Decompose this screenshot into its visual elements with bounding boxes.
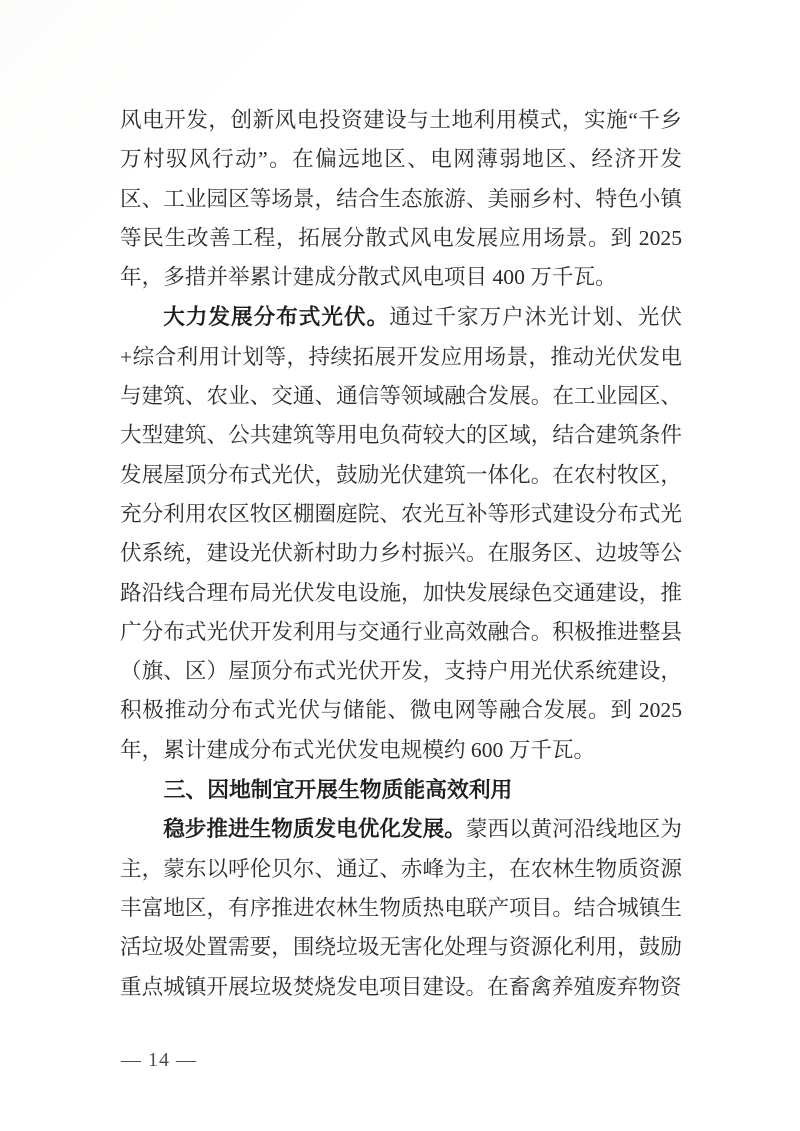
paragraph-biomass-power bbox=[120, 809, 682, 1006]
page-number: — 14 — bbox=[121, 1049, 197, 1071]
paragraph-text: 风电开发，创新风电投资建设与土地利用模式，实施“千乡万村驭风行动”。在偏远地区、电网薄弱地区、经济开发区、工业园区等场景，结合生态旅游、美丽乡村、特色小镇等民生改善工程，拓展分散式风电发展应用场景。到 2025 年，多措并举累计建成分散式风电项目 400 万千瓦。 bbox=[120, 108, 682, 290]
paragraph-wind-power-continuation bbox=[120, 101, 682, 297]
paragraph-text: 蒙西以黄河沿线地区为主，蒙东以呼伦贝尔、通辽、赤峰为主，在农林生物质资源丰富地区，有序推进农林生物质热电联产项目。结合城镇生活垃圾处置需要，围绕垃圾无害化处理与资源化利用，鼓励重点城镇开展垃圾焚烧发电项目建设。在畜禽养殖废弃物资 bbox=[120, 817, 682, 999]
section-heading-biomass: 三、因地制宜开展生物质能高效利用 bbox=[163, 777, 513, 803]
paragraph-lead-bold: 大力发展分布式光伏。 bbox=[163, 304, 390, 330]
paragraph-text: 通过千家万户沐光计划、光伏+综合利用计划等，持续拓展开发应用场景，推动光伏发电与建筑、农业、交通、通信等领域融合发展。在工业园区、大型建筑、公共建筑等用电负荷较大的区域，结合建筑条件发展屋顶分布式光伏，鼓励光伏建筑一体化。在农村牧区，充分利用农区牧区棚圈庭院、农光互补等形式建设分布式光伏系统，建设光伏新村助力乡村振兴。在服务区、边坡等公路沿线合理布局光伏发电设施，加快发展绿色交通建设，推广分布式光伏开发利用与交通行业高效融合。积极推进整县（旗、区）屋顶分布式光伏开发，支持户用光伏系统建设，积极推动分布式光伏与储能、微电网等融合发展。到 2025 年，累计建成分布式光伏发电规模约 600 万千瓦。 bbox=[120, 305, 682, 762]
paragraph-distributed-solar bbox=[120, 297, 682, 770]
page-text-block bbox=[120, 101, 682, 1007]
paragraph-lead-bold: 稳步推进生物质发电优化发展。 bbox=[163, 816, 466, 842]
